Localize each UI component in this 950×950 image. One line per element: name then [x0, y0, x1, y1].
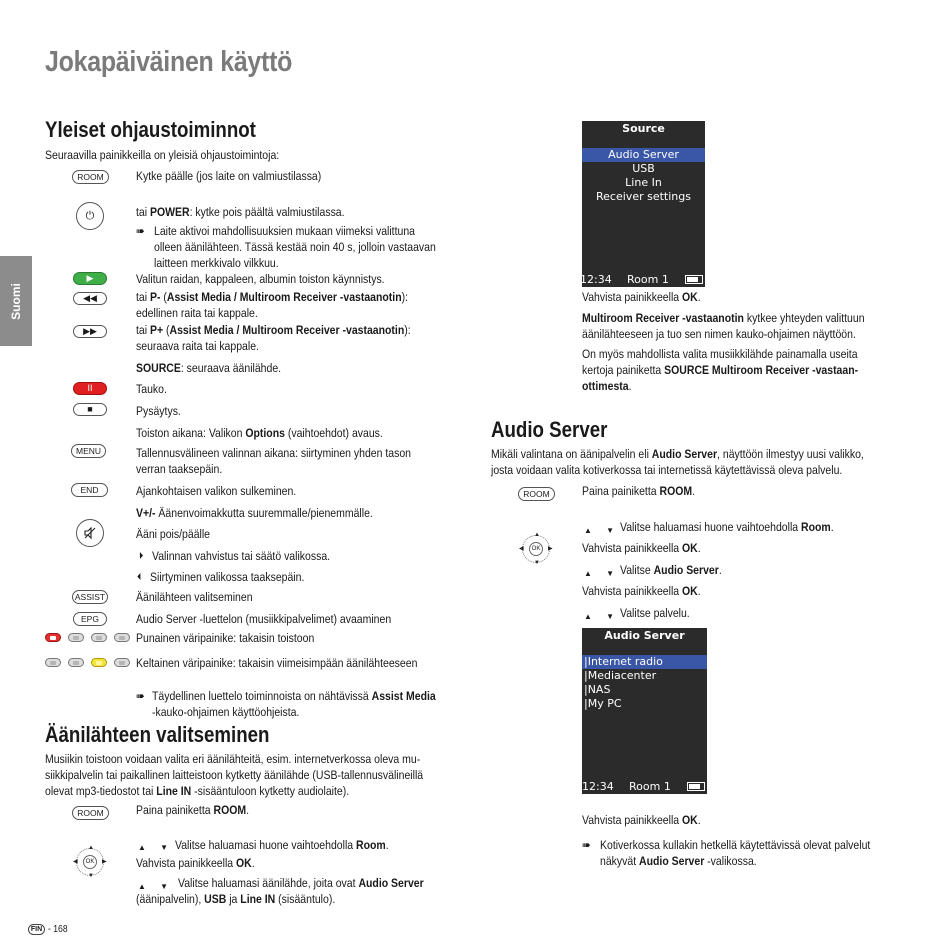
screen-item: |NAS: [584, 683, 611, 696]
screen-status-bar: [582, 780, 707, 794]
play-text: Valitun raidan, kappaleen, albumin toiston käynnistys.: [136, 272, 385, 286]
ok-icon: OK: [83, 855, 97, 869]
fast-forward-icon: ▶▶: [73, 325, 107, 338]
color-button-4b: [114, 658, 130, 667]
up-down-arrows-icon-2: ▲ ▼: [138, 882, 175, 891]
color-button-3: [91, 633, 107, 642]
source-press-room: Paina painiketta ROOM.: [136, 803, 250, 817]
pplus-line2: seuraava raita tai kappale.: [136, 339, 259, 353]
color-button-4: [114, 633, 130, 642]
power-icon: ⏻: [76, 202, 104, 230]
pause-icon: II: [73, 382, 107, 395]
color-button-red: [45, 633, 61, 642]
source-select-src: Valitse haluamasi äänilähde, joita ovat Audio Server: [178, 876, 424, 890]
footer-page-number: - 168: [48, 924, 68, 935]
rewind-icon: ◀◀: [73, 292, 107, 305]
note-arrow-icon: ➠: [136, 689, 145, 703]
source-select-room: Valitse haluamasi huone vaihtoehdolla Room.: [175, 838, 389, 852]
audio-server-heading: Audio Server: [491, 417, 608, 442]
play-icon: ▶: [73, 272, 107, 285]
general-note: Täydellinen luettelo toiminnoista on nähtävissä Assist Media: [152, 689, 436, 703]
up-down-arrows-icon-5: ▲ ▼: [584, 612, 621, 621]
general-heading: Yleiset ohjaustoiminnot: [45, 117, 256, 142]
power-note-arrow-icon: ➠: [136, 224, 145, 238]
source-select-heading: Äänilähteen valitseminen: [45, 722, 270, 747]
side-tab-label: Suomi: [8, 282, 23, 320]
side-language-tab: [0, 256, 32, 346]
pminus-text: tai P- (Assist Media / Multiroom Receiver -vastaanotin):: [136, 290, 409, 304]
source-screen: [582, 121, 705, 287]
right-text: Valinnan vahvistus tai säätö valikossa.: [152, 549, 331, 563]
screen-time: 12:34: [582, 780, 614, 793]
general-intro: Seuraavilla painikkeilla on yleisiä ohjaustoimintoja:: [45, 148, 280, 162]
as-note-line1: Kotiverkossa kullakin hetkellä käytettävissä olevat palvelut: [600, 838, 871, 852]
left-text: Siirtyminen valikossa taaksepäin.: [150, 570, 305, 584]
screen-time: 12:34: [580, 273, 612, 286]
color-button-2: [68, 633, 84, 642]
color-button-2b: [68, 658, 84, 667]
as-note-arrow-icon: ➠: [582, 838, 591, 852]
screen-item: |Mediacenter: [584, 669, 657, 682]
navigation-pad-icon: OK ▲ ▼ ◀ ▶: [73, 845, 107, 879]
source-para-line1: Musiikin toistoon voidaan valita eri äänilähteitä, esim. internetverkossa oleva mu-: [45, 752, 421, 766]
epg-text: Audio Server -luettelon (musiikkipalvelimet) avaaminen: [136, 612, 392, 626]
screen-item: Audio Server: [582, 148, 705, 162]
mute-icon: [76, 519, 104, 547]
red-button-text: Punainen väripainike: takaisin toistoon: [136, 631, 315, 645]
color-button-yellow: [91, 658, 107, 667]
alt-line2: kertoja painiketta SOURCE Multiroom Receiver -vastaan-: [582, 363, 859, 377]
assist-text: Äänilähteen valitseminen: [136, 590, 253, 604]
stop-icon: ■: [73, 403, 107, 416]
screen-item: USB: [632, 162, 655, 175]
as-confirm-1: Vahvista painikkeella OK.: [582, 541, 701, 555]
page-title: Jokapäiväinen käyttö: [45, 46, 293, 78]
color-button-1b: [45, 658, 61, 667]
menu-line2: verran taaksepäin.: [136, 462, 223, 476]
footer-lang-badge: FIN: [28, 924, 45, 935]
ok-icon: OK: [529, 542, 543, 556]
power-note-line1: Laite aktivoi mahdollisuuksien mukaan viimeksi valittuna: [154, 224, 415, 238]
screen-item: Line In: [625, 176, 662, 189]
epg-key: EPG: [73, 612, 107, 626]
as-select-room: Valitse haluamasi huone vaihtoehdolla Room.: [620, 520, 834, 534]
room-key-2: ROOM: [72, 806, 109, 820]
room-key: ROOM: [72, 170, 109, 184]
room-key-3: ROOM: [518, 487, 555, 501]
options-text: Toiston aikana: Valikon Options (vaihtoehdot) avaus.: [136, 426, 383, 440]
source-text: SOURCE: seuraava äänilähde.: [136, 361, 282, 375]
up-down-arrows-icon-4: ▲ ▼: [584, 569, 621, 578]
as-para-line2: josta voidaan valita kotiverkossa tai internetissä käytettävissä oleva palvelu.: [491, 463, 843, 477]
power-note-line2: olleen äänilähteen. Tässä kestää noin 40 s, jolloin vastaavan: [154, 240, 436, 254]
assist-key: ASSIST: [72, 590, 108, 604]
volume-text: V+/- Äänenvoimakkutta suuremmalle/pienemmälle.: [136, 506, 373, 520]
mr-line2: äänilähteeseen ja tuo sen nimen kauko-ohjaimen näyttöön.: [582, 327, 856, 341]
menu-line1: Tallennusvälineen valinnan aikana: siirtyminen yhden tason: [136, 446, 412, 460]
power-text: tai POWER: kytke pois päältä valmiustilassa.: [136, 205, 345, 219]
right-confirm: Vahvista painikkeella OK.: [582, 290, 701, 304]
screen-room: Room 1: [627, 273, 669, 286]
alt-line1: On myös mahdollista valita musiikkilähde painamalla useita: [582, 347, 858, 361]
mute-text: Ääni pois/päälle: [136, 527, 211, 541]
alt-line3: ottimesta.: [582, 379, 632, 393]
menu-key: MENU: [71, 444, 106, 458]
yellow-button-text: Keltainen väripainike: takaisin viimeisimpään äänilähteeseen: [136, 656, 418, 670]
screen-room: Room 1: [629, 780, 671, 793]
as-press-room: Paina painiketta ROOM.: [582, 484, 696, 498]
audio-server-screen: [582, 628, 707, 794]
up-down-arrows-icon: ▲ ▼: [138, 843, 175, 852]
room-text: Kytke päälle (jos laite on valmiustilassa): [136, 169, 322, 183]
screen-status-bar: [582, 273, 705, 287]
pplus-text: tai P+ (Assist Media / Multiroom Receiver -vastaanotin):: [136, 323, 411, 337]
pminus-line2: edellinen raita tai kappale.: [136, 306, 258, 320]
pause-text: Tauko.: [136, 382, 167, 396]
battery-icon: [687, 782, 705, 791]
stop-text: Pysäytys.: [136, 404, 181, 418]
up-down-arrows-icon-3: ▲ ▼: [584, 526, 621, 535]
as-confirm-3: Vahvista painikkeella OK.: [582, 813, 701, 827]
arrow-left-icon: ⏴: [137, 572, 142, 583]
source-select-src-line2: (äänipalvelin), USB ja Line IN (sisääntulo).: [136, 892, 336, 906]
screen-title: Audio Server: [604, 629, 685, 642]
arrow-right-icon: ⏵: [139, 551, 144, 562]
power-note-line3: laitteen merkkivalo vilkkuu.: [154, 256, 279, 270]
source-para-line2: siikkipalvelin tai paikallinen laitteistoon kytketty äänilähde (USB-tallennusvälineillä: [45, 768, 424, 782]
end-key: END: [71, 483, 108, 497]
as-confirm-2: Vahvista painikkeella OK.: [582, 584, 701, 598]
as-para-line1: Mikäli valintana on äänipalvelin eli Audio Server, näyttöön ilmestyy uusi valikko,: [491, 447, 864, 461]
as-select-service: Valitse palvelu.: [620, 606, 690, 620]
general-note-line2: -kauko-ohjaimen käyttöohjeista.: [152, 705, 300, 719]
as-select-audio-server: Valitse Audio Server.: [620, 563, 722, 577]
source-confirm: Vahvista painikkeella OK.: [136, 856, 255, 870]
screen-item: Receiver settings: [596, 190, 691, 203]
mr-line1: Multiroom Receiver -vastaanotin kytkee yhteyden valittuun: [582, 311, 865, 325]
screen-title: Source: [622, 122, 665, 135]
screen-item: |Internet radio: [582, 655, 707, 669]
battery-icon: [685, 275, 703, 284]
navigation-pad-icon-2: OK ▲ ▼ ◀ ▶: [519, 532, 553, 566]
as-note-line2: näkyvät Audio Server -valikossa.: [600, 854, 757, 868]
source-para-line3: olevat mp3-tiedostot tai Line IN -sisääntuloon kytketty audiolaite).: [45, 784, 350, 798]
screen-item: |My PC: [584, 697, 622, 710]
end-text: Ajankohtaisen valikon sulkeminen.: [136, 484, 297, 498]
